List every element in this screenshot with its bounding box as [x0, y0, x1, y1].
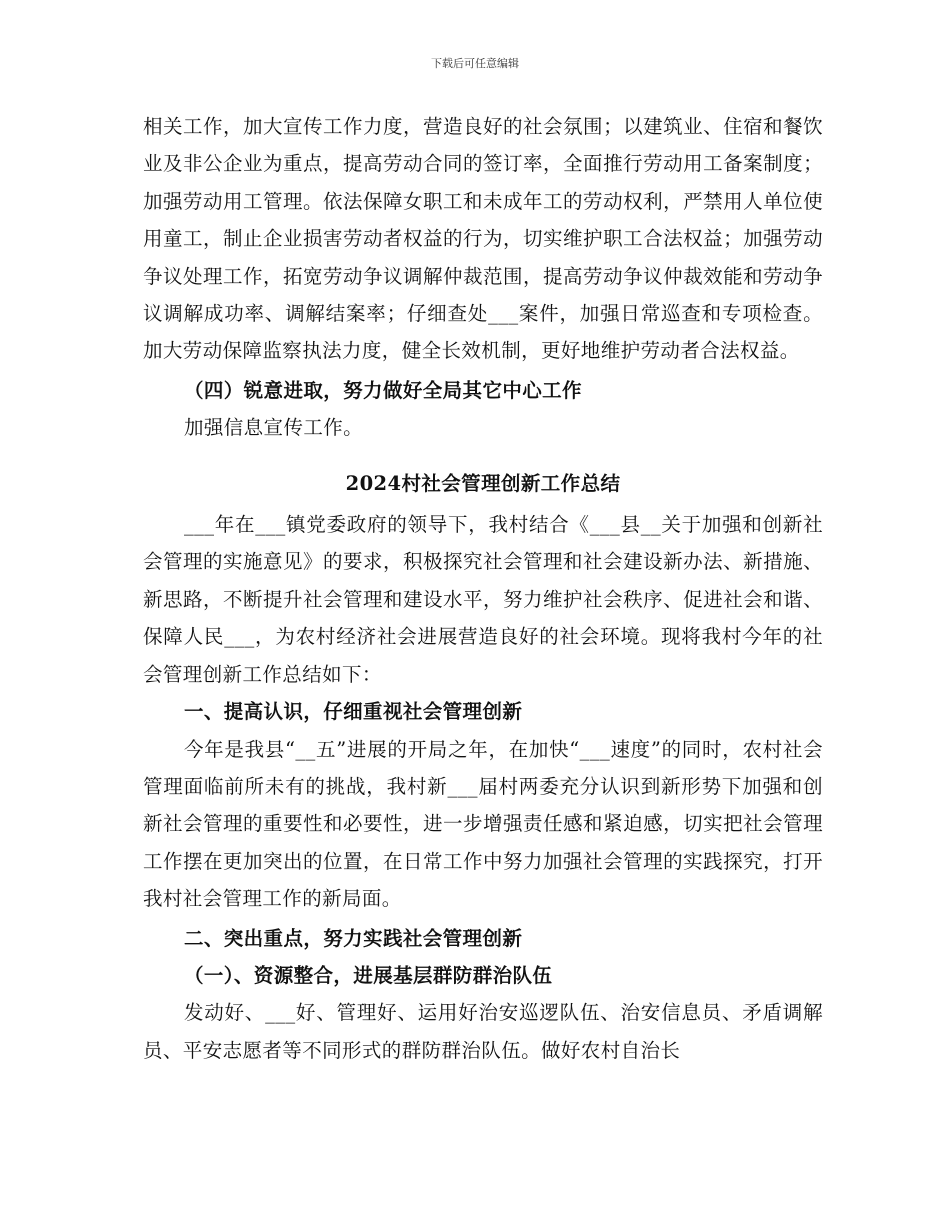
document-body [143, 108, 823, 1069]
subsection-heading-one: （一）、资源整合，进展基层群防群治队伍 [183, 963, 553, 987]
paragraph-labor-protection: 相关工作，加大宣传工作力度，营造良好的社会氛围；以建筑业、住宿和餐饮业及非公企业为重点，提高劳动合同的签订率，全面推行劳动用工备案制度；加强劳动用工管理。依法保障女职工和未成年工的劳动权利，严禁用人单位使用童工，制止企业损害劳动者权益的行为，切实维护职工合法权益；加强劳动争议处理工作，拓宽劳动争议调解仲裁范围，提高劳动争议仲裁效能和劳动争议调解成功率、调解结案率；仔细查处___案件，加强日常巡查和专项检查。加大劳动保障监察执法力度，健全长效机制，更好地维护劳动者合法权益。 [143, 115, 823, 363]
paragraph-intro: ___年在___镇党委政府的领导下，我村结合《___县__关于加强和创新社会管理的实施意见》的要求，积极探究社会管理和社会建设新办法、新措施、新思路，不断提升社会管理和建设水平，努力维护社会秩序、促进社会和谐、保障人民___，为农村经济社会进展营造良好的社会环境。现将我村今年的社会管理创新工作总结如下： [143, 513, 823, 686]
paragraph-section-one: 今年是我县“__五”进展的开局之年，在加快“___速度”的同时，农村社会管理面临前所未有的挑战，我村新___届村两委充分认识到新形势下加强和创新社会管理的重要性和必要性，进一步增强责任感和紧迫感，切实把社会管理工作摆在更加突出的位置，在日常工作中努力加强社会管理的实践探究，打开我村社会管理工作的新局面。 [143, 737, 823, 911]
header-note: 下载后可任意编辑 [431, 57, 519, 70]
document-title: 2024村社会管理创新工作总结 [345, 471, 621, 495]
paragraph-info-publicity: 加强信息宣传工作。 [183, 416, 364, 440]
section-heading-two: 二、突出重点，努力实践社会管理创新 [183, 926, 523, 950]
section-heading-four: （四）锐意进取，努力做好全局其它中心工作 [183, 378, 582, 402]
section-heading-one: 一、提高认识，仔细重视社会管理创新 [183, 700, 523, 724]
paragraph-subsection-one: 发动好、___好、管理好、运用好治安巡逻队伍、治安信息员、矛盾调解员、平安志愿者等不同形式的群防群治队伍。做好农村自治长 [143, 1001, 823, 1062]
